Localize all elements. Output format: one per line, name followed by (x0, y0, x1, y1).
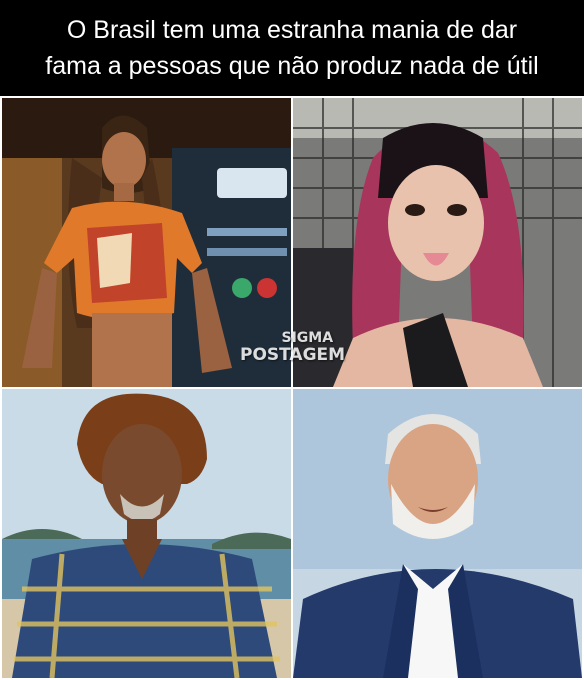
photo-grid (0, 96, 584, 680)
watermark-line-1: SIGMA (281, 330, 334, 346)
caption-line-1: O Brasil tem uma estranha mania de dar (66, 16, 518, 44)
photo-bottom-right-illustration (293, 389, 582, 678)
photo-bottom-left (2, 389, 291, 678)
watermark-line-2: POSTAGEM (240, 345, 346, 365)
photo-bottom-right (293, 389, 582, 678)
meme-caption (0, 0, 584, 96)
sigma-postagem-watermark (240, 330, 345, 364)
photo-bottom-left-illustration (2, 389, 291, 678)
caption-line-2: fama a pessoas que não produz nada de útil (45, 52, 539, 80)
